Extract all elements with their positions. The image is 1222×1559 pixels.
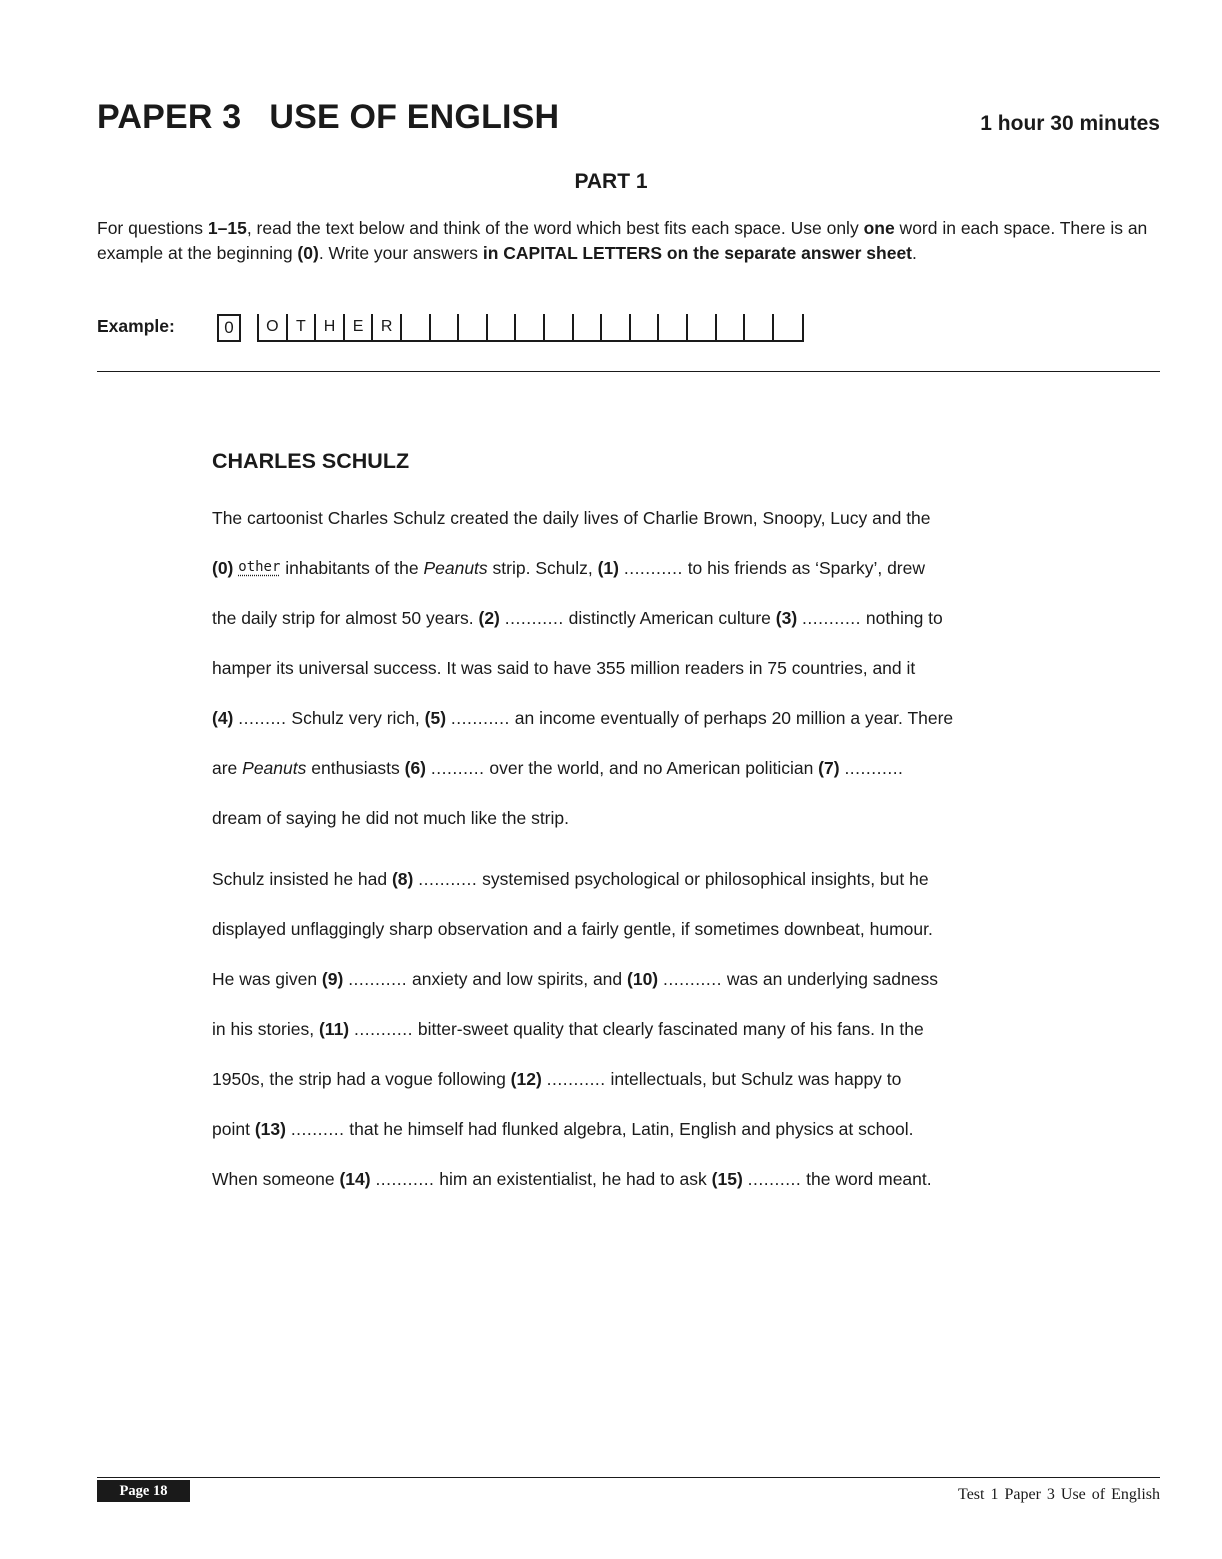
answer-box: R bbox=[373, 314, 402, 340]
answer-box bbox=[717, 314, 746, 340]
gap-2: (2) bbox=[478, 608, 500, 628]
gap-13: (13) bbox=[254, 1119, 286, 1139]
gap-6: (6) bbox=[404, 758, 427, 778]
gap-15: (15) bbox=[711, 1169, 743, 1189]
passage-line: point (13) .......... that he himself had flunked algebra, Latin, English and physics at school. bbox=[212, 1119, 914, 1139]
gap-11: (11) bbox=[318, 1019, 350, 1039]
passage-line: dream of saying he did not much like the strip. bbox=[212, 808, 569, 828]
passage-line: Schulz insisted he had (8) ........... systemised psychological or philosophical insights, but he bbox=[212, 869, 929, 889]
example-answer: other bbox=[238, 559, 281, 575]
passage-line: in his stories, (11) ........... bitter-sweet quality that clearly fascinated many of his fans. In the bbox=[212, 1019, 924, 1039]
paper-title bbox=[97, 98, 559, 137]
answer-box bbox=[488, 314, 517, 340]
divider bbox=[97, 371, 1160, 372]
answer-box bbox=[459, 314, 488, 340]
passage-line: (4) ......... Schulz very rich, (5) ........... an income eventually of perhaps 20 million a year. There bbox=[212, 708, 954, 728]
passage-line: 1950s, the strip had a vogue following (12) ........... intellectuals, but Schulz was happy to bbox=[212, 1069, 902, 1089]
answer-box bbox=[659, 314, 688, 340]
example-answer-boxes bbox=[257, 314, 804, 342]
passage-line: hamper its universal success. It was said to have 355 million readers in 75 countries, and it bbox=[212, 658, 916, 678]
answer-box bbox=[688, 314, 717, 340]
gap-3: (3) bbox=[775, 608, 798, 628]
gap-8: (8) bbox=[391, 869, 414, 889]
footer-running-title: Test 1 Paper 3 Use of English bbox=[958, 1486, 1160, 1503]
answer-box bbox=[431, 314, 460, 340]
answer-box: E bbox=[345, 314, 374, 340]
answer-box bbox=[745, 314, 774, 340]
answer-box: O bbox=[259, 314, 288, 340]
gap-4: (4) bbox=[212, 708, 234, 728]
gap-14: (14) bbox=[339, 1169, 371, 1189]
page-number-badge: Page 18 bbox=[97, 1480, 190, 1502]
answer-box bbox=[774, 314, 803, 340]
answer-box bbox=[631, 314, 660, 340]
paper-label: PAPER 3 bbox=[97, 98, 242, 136]
footer-rule bbox=[97, 1477, 1160, 1478]
passage-line: (0) other inhabitants of the Peanuts strip. Schulz, (1) ........... to his friends as ‘Sparky’, drew bbox=[212, 558, 926, 578]
passage-line: are Peanuts enthusiasts (6) .......... over the world, and no American politician (7) ........... bbox=[212, 758, 904, 778]
passage-line: He was given (9) ........... anxiety and low spirits, and (10) ........... was an underlying sadness bbox=[212, 969, 938, 989]
gap-7: (7) bbox=[818, 758, 840, 778]
answer-box bbox=[574, 314, 603, 340]
passage-line: displayed unflaggingly sharp observation and a fairly gentle, if sometimes downbeat, humour. bbox=[212, 919, 933, 939]
answer-box bbox=[516, 314, 545, 340]
answer-box bbox=[402, 314, 431, 340]
gap-5: (5) bbox=[424, 708, 447, 728]
instructions: For questions 1–15, read the text below and think of the word which best fits each space. Use only one word in each space. There is an example at the beginning (0). Write your answers in CAPITAL LETTERS on the separate answer sheet. bbox=[97, 218, 1148, 263]
text-title: CHARLES SCHULZ bbox=[212, 449, 410, 473]
passage-line: When someone (14) ........... him an existentialist, he had to ask (15) .......... the word meant. bbox=[212, 1169, 932, 1189]
answer-box: H bbox=[316, 314, 345, 340]
gap-1: (1) bbox=[597, 558, 619, 578]
answer-box: T bbox=[288, 314, 317, 340]
example-question-number: 0 bbox=[217, 314, 241, 342]
gap-9: (9) bbox=[321, 969, 344, 989]
paper-name: USE OF ENGLISH bbox=[269, 98, 560, 136]
gap-12: (12) bbox=[510, 1069, 542, 1089]
answer-box bbox=[545, 314, 574, 340]
gap-10: (10) bbox=[627, 969, 659, 989]
passage-line: the daily strip for almost 50 years. (2) ........... distinctly American culture (3) ........... nothing to bbox=[212, 608, 943, 628]
part-heading: PART 1 bbox=[574, 170, 648, 193]
example-label: Example: bbox=[97, 316, 175, 336]
passage-line: The cartoonist Charles Schulz created the daily lives of Charlie Brown, Snoopy, Lucy and the bbox=[212, 508, 931, 528]
answer-box bbox=[602, 314, 631, 340]
duration: 1 hour 30 minutes bbox=[980, 112, 1160, 135]
